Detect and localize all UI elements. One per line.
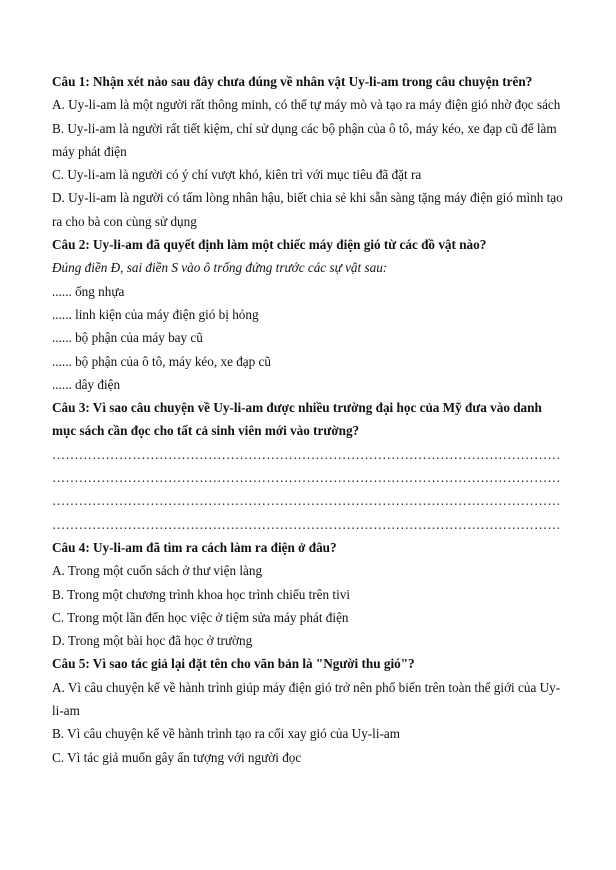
worksheet <box>52 70 564 769</box>
question-4-title: Câu 4: Uy-li-am đã tìm ra cách làm ra điện ở đâu? <box>52 539 337 555</box>
question-3-title-line-1: Câu 3: Vì sao câu chuyện về Uy-li-am được nhiều trường đại học của Mỹ đưa vào danh <box>52 400 542 416</box>
question-1 <box>52 70 564 233</box>
question-5-option-c: C. Vì tác giả muốn gây ấn tượng với người đọc <box>52 749 302 765</box>
question-2-title: Câu 2: Uy-li-am đã quyết định làm một chiếc máy điện gió từ các đồ vật nào? <box>52 237 487 253</box>
question-4 <box>52 536 564 652</box>
question-1-option-a: A. Uy-li-am là một người rất thông minh, có thể tự máy mò và tạo ra máy điện gió nhờ đọc sách <box>52 97 561 113</box>
question-1-title: Câu 1: Nhận xét nào sau đây chưa đúng về nhân vật Uy-li-am trong câu chuyện trên? <box>52 74 533 89</box>
question-2-item[interactable]: ...... ống nhựa <box>52 283 125 299</box>
answer-line[interactable]: …………………………………………………………………………………………………… <box>52 493 561 509</box>
question-1-option-b: B. Uy-li-am là người rất tiết kiệm, chỉ sử dụng các bộ phận của ô tô, máy kéo, xe đạp cũ để làm máy phát điện <box>52 120 557 159</box>
question-2-item[interactable]: ...... linh kiện của máy điện gió bị hỏng <box>52 306 259 322</box>
question-2 <box>52 233 564 396</box>
question-5-title: Câu 5: Vì sao tác giả lại đặt tên cho văn bản là "Người thu gió"? <box>52 656 415 672</box>
question-2-item[interactable]: ...... bộ phận của máy bay cũ <box>52 330 203 346</box>
question-5-option-b: B. Vì câu chuyện kể về hành trình tạo ra cối xay gió của Uy-li-am <box>52 726 401 742</box>
question-4-option-a: A. Trong một cuốn sách ở thư viện làng <box>52 563 263 579</box>
question-2-item[interactable]: ...... bộ phận của ô tô, máy kéo, xe đạp cũ <box>52 353 271 369</box>
answer-line[interactable]: …………………………………………………………………………………………………… <box>52 446 561 462</box>
question-4-option-b: B. Trong một chương trình khoa học trình chiếu trên tivi <box>52 586 350 602</box>
question-5-option-a: A. Vì câu chuyện kể về hành trình giúp máy điện gió trở nên phổ biến trên toàn thế giới của Uy-li-am <box>52 679 561 719</box>
question-5 <box>52 652 564 768</box>
question-3 <box>52 396 564 536</box>
question-2-item[interactable]: ...... dây điện <box>52 376 121 392</box>
question-1-option-d: D. Uy-li-am là người có tấm lòng nhân hậu, biết chia sẻ khi sẵn sàng tặng máy điện gió mình tạo ra cho bà con cùng sử dụng <box>52 190 563 229</box>
answer-line[interactable]: …………………………………………………………………………………………………… <box>52 470 561 486</box>
question-4-option-c: C. Trong một lần đến học việc ở tiệm sửa máy phát điện <box>52 609 349 625</box>
question-4-option-d: D. Trong một bài học đã học ở trường <box>52 633 253 649</box>
question-3-title-line-2: mục sách cần đọc cho tất cả sinh viên mới vào trường? <box>52 423 360 439</box>
question-1-option-c: C. Uy-li-am là người có ý chí vượt khó, kiên trì với mục tiêu đã đặt ra <box>52 167 422 183</box>
question-2-instruction: Đúng điền Đ, sai điền S vào ô trống đứng trước các sự vật sau: <box>52 260 388 276</box>
answer-line[interactable]: …………………………………………………………………………………………………… <box>52 516 561 532</box>
